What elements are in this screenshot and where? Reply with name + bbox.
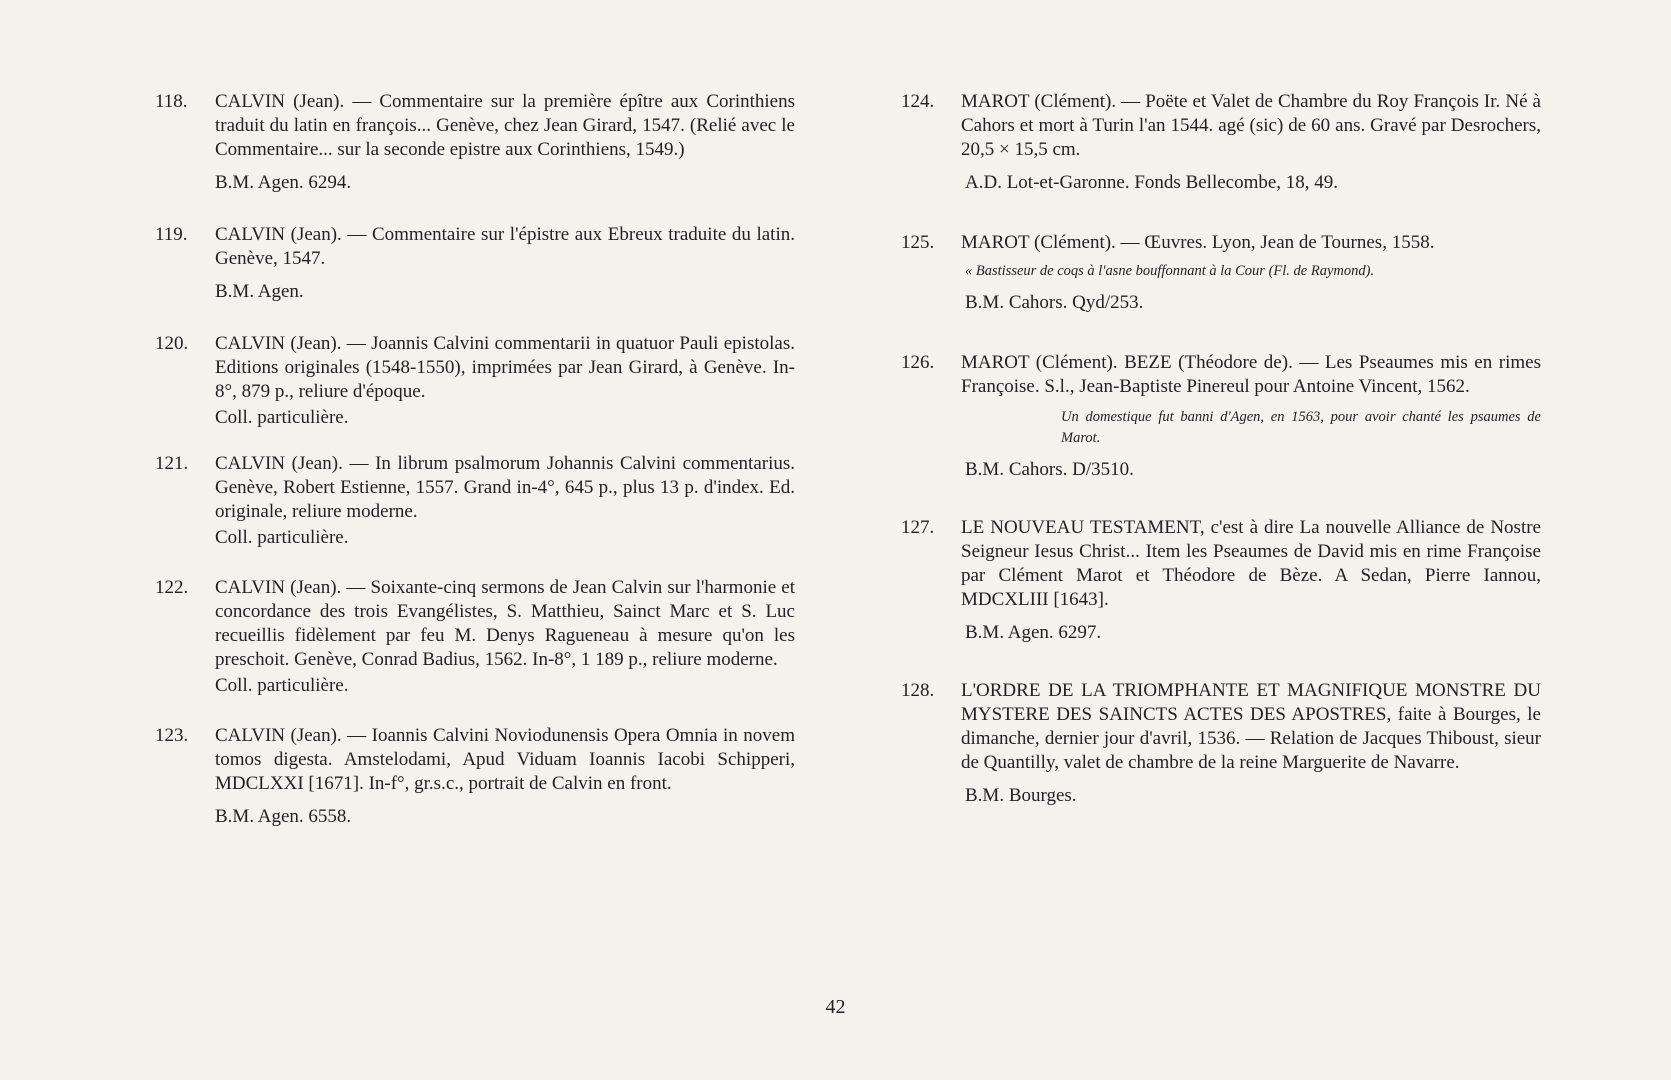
entry-text: CALVIN (Jean). — Joannis Calvini commentarii in quatuor Pauli epistolas. Editions originales (1548-1550), imprimées par Jean Girard, à Genève. In-8°, 879 p., reliure d'époque. (215, 333, 795, 402)
entry-source: B.M. Bourges. (965, 785, 1077, 806)
entry-source: B.M. Agen. (215, 281, 304, 302)
catalogue-entry-126 (901, 351, 1541, 482)
entry-text: CALVIN (Jean). — Commentaire sur la première épître aux Corinthiens traduit du latin en françois... Genève, chez Jean Girard, 1547. (Relié avec le Commentaire... sur la seconde epistre aux Corinthiens, 1549.) (215, 91, 795, 160)
page-number: 42 (825, 996, 846, 1018)
entry-source: B.M. Cahors. Qyd/253. (965, 292, 1144, 313)
entry-source: B.M. Agen. 6558. (215, 806, 352, 827)
entry-source: A.D. Lot-et-Garonne. Fonds Bellecombe, 18, 49. (965, 172, 1339, 193)
entry-text: MAROT (Clément). — Œuvres. Lyon, Jean de Tournes, 1558. (961, 232, 1435, 253)
entry-source: B.M. Cahors. D/3510. (965, 459, 1134, 480)
catalogue-entry-121 (155, 452, 795, 550)
entry-body (215, 332, 795, 430)
entry-source: Coll. particulière. (215, 527, 349, 548)
entry-body (961, 679, 1541, 808)
entry-source: B.M. Agen. 6294. (215, 172, 352, 193)
entry-text: MAROT (Clément). BEZE (Théodore de). — Les Pseaumes mis en rimes Françoise. S.l., Jean-Baptiste Pinereul pour Antoine Vincent, 1562. (961, 352, 1541, 397)
entry-number: 119. (155, 224, 188, 245)
entry-text: CALVIN (Jean). — Soixante-cinq sermons de Jean Calvin sur l'harmonie et concordance des trois Evangélistes, S. Matthieu, Sainct Marc et S. Luc recueillis fidèlement par feu M. Denys Ragueneau à mesure qu'on les preschoit. Genève, Conrad Badius, 1562. In-8°, 1 189 p., reliure moderne. (215, 577, 795, 670)
entry-number: 127. (901, 517, 935, 538)
catalogue-entry-118 (155, 90, 795, 195)
entry-body (215, 223, 795, 304)
entry-number: 124. (901, 91, 935, 112)
entry-number: 122. (155, 577, 189, 598)
entry-number: 126. (901, 352, 935, 373)
entry-body (215, 452, 795, 550)
right-column (901, 90, 1541, 808)
entry-note: « Bastisseur de coqs à l'asne bouffonnant à la Cour (Fl. de Raymond). (965, 263, 1375, 279)
entry-body (215, 576, 795, 698)
entry-note: Un domestique fut banni d'Agen, en 1563, pour avoir chanté les psaumes de Marot. (1061, 409, 1541, 446)
catalogue-entry-120 (155, 332, 795, 430)
entry-body (215, 90, 795, 195)
catalogue-entry-125 (901, 231, 1541, 315)
entry-number: 128. (901, 680, 935, 701)
entry-body (961, 351, 1541, 482)
entry-text: CALVIN (Jean). — Commentaire sur l'épistre aux Ebreux traduite du latin. Genève, 1547. (215, 224, 795, 269)
entry-number: 120. (155, 333, 189, 354)
entry-number: 125. (901, 232, 935, 253)
entry-source: B.M. Agen. 6297. (965, 622, 1102, 643)
entry-text: MAROT (Clément). — Poëte et Valet de Chambre du Roy François Ir. Né à Cahors et mort à Turin l'an 1544. agé (sic) de 60 ans. Gravé par Desrochers, 20,5 × 15,5 cm. (961, 91, 1541, 160)
catalogue-entry-127 (901, 516, 1541, 645)
entry-body (961, 516, 1541, 645)
entry-text: L'ORDRE DE LA TRIOMPHANTE ET MAGNIFIQUE MONSTRE DU MYSTERE DES SAINCTS ACTES DES APOSTRES, faite à Bourges, le dimanche, dernier jour d'avril, 1536. — Relation de Jacques Thiboust, sieur de Quantilly, valet de chambre de la reine Marguerite de Navarre. (961, 680, 1541, 773)
left-column (155, 90, 795, 829)
catalogue-entry-123 (155, 724, 795, 829)
catalogue-entry-124 (901, 90, 1541, 195)
entry-number: 123. (155, 725, 189, 746)
catalogue-entry-122 (155, 576, 795, 698)
entry-source: Coll. particulière. (215, 675, 349, 696)
catalogue-entry-119 (155, 223, 795, 304)
entry-number: 121. (155, 453, 189, 474)
entry-number: 118. (155, 91, 188, 112)
catalogue-entry-128 (901, 679, 1541, 808)
entry-body (215, 724, 795, 829)
entry-text: LE NOUVEAU TESTAMENT, c'est à dire La nouvelle Alliance de Nostre Seigneur Iesus Christ... Item les Pseaumes de David mis en rime Françoise par Clément Marot et Théodore de Bèze. A Sedan, Pierre Iannou, MDCXLIII [1643]. (961, 517, 1541, 610)
entry-text: CALVIN (Jean). — In librum psalmorum Johannis Calvini commentarius. Genève, Robert Estienne, 1557. Grand in-4°, 645 p., plus 13 p. d'index. Ed. originale, reliure moderne. (215, 453, 795, 522)
entry-text: CALVIN (Jean). — Ioannis Calvini Noviodunensis Opera Omnia in novem tomos digesta. Amstelodami, Apud Viduam Ioannis Iacobi Schipperi, MDCLXXI [1671]. In-f°, gr.s.c., portrait de Calvin en front. (215, 725, 795, 794)
entry-body (961, 231, 1541, 315)
entry-body (961, 90, 1541, 195)
entry-source: Coll. particulière. (215, 407, 349, 428)
